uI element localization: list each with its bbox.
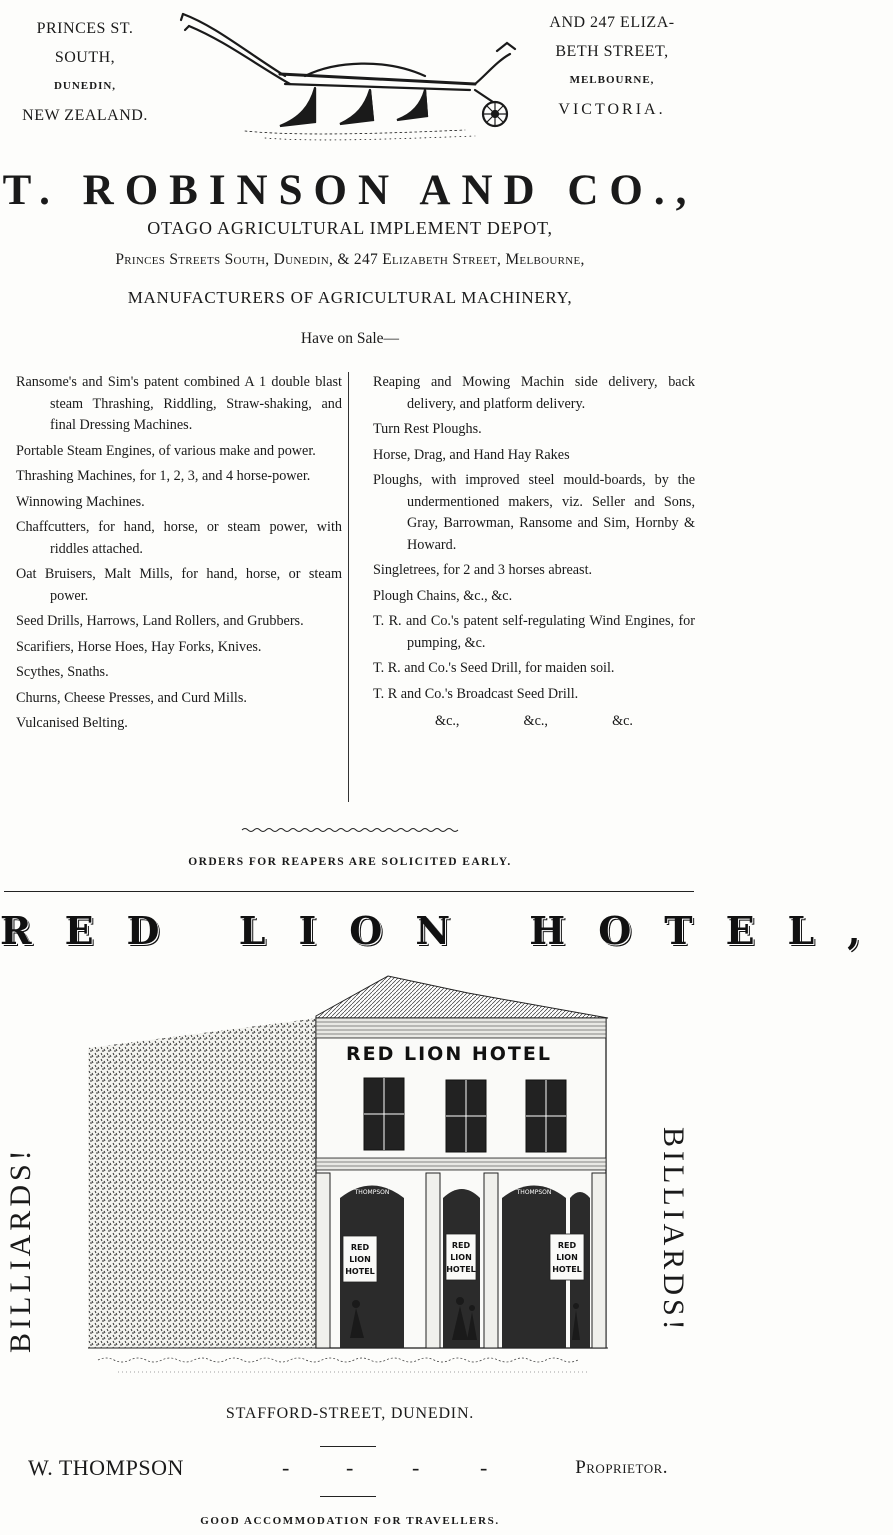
address-left-line-2: SOUTH,	[54, 49, 116, 66]
left-items-column	[16, 372, 342, 739]
billiards-right: BILLIARDS!	[657, 1126, 690, 1334]
etc-2: &c.,	[523, 713, 548, 729]
robinson-advertisement	[0, 0, 700, 888]
door-sign-line: HOTEL	[345, 1267, 375, 1276]
proprietor-row	[28, 1455, 668, 1485]
list-item: Horse, Drag, and Hand Hay Rakes	[373, 446, 570, 463]
address-right-line-1: AND 247 ELIZA-	[549, 14, 675, 31]
list-item: Winnowing Machines.	[16, 493, 145, 510]
dash: -	[282, 1455, 290, 1480]
door-sign-line: RED	[451, 1241, 471, 1250]
list-item: Thrashing Machines, for 1, 2, 3, and 4 horse-power.	[16, 468, 311, 484]
list-item: Singletrees, for 2 and 3 horses abreast.	[373, 562, 593, 578]
wavy-divider	[242, 826, 458, 834]
list-item: Chaffcutters, for hand, horse, or steam power, with riddles attached.	[16, 519, 342, 557]
depot-heading: OTAGO AGRICULTURAL IMPLEMENT DEPOT,	[147, 218, 553, 238]
list-item: Ploughs, with improved steel mould-boards, by the undermentioned makers, viz. Seller and Sons, Gray, Barrowman, Ransome and Sim, Hornby & Howard.	[373, 472, 695, 553]
manufacturers-heading: MANUFACTURERS OF AGRICULTURAL MACHINERY,	[127, 288, 573, 307]
short-rule	[320, 1446, 376, 1447]
etc-row	[373, 711, 695, 733]
firm-name: T. ROBINSON AND CO.,	[2, 167, 698, 214]
door-sign-line: HOTEL	[446, 1265, 476, 1274]
list-item: Plough Chains, &c., &c.	[373, 587, 513, 604]
dash: -	[480, 1455, 488, 1480]
column-divider	[348, 372, 349, 802]
plough-engraving-icon	[175, 6, 525, 146]
short-rule	[320, 1496, 376, 1497]
list-item: T. R. and Co.'s Seed Drill, for maiden soil.	[373, 660, 615, 676]
door-sign-line: RED	[350, 1243, 370, 1252]
orders-notice: ORDERS FOR REAPERS ARE SOLICITED EARLY.	[188, 856, 512, 868]
facade-sign: RED LION HOTEL	[346, 1043, 552, 1065]
on-sale-heading: Have on Sale—	[300, 330, 400, 347]
list-item: Seed Drills, Harrows, Land Rollers, and Grubbers.	[16, 613, 304, 629]
right-items-column	[373, 372, 695, 733]
address-right-line-4: VICTORIA.	[558, 101, 666, 118]
door-sign-line: LION	[556, 1253, 578, 1262]
list-item: Portable Steam Engines, of various make and power.	[16, 442, 316, 459]
address-left-line-4: NEW ZEALAND.	[22, 107, 148, 124]
list-item: T. R and Co.'s Broadcast Seed Drill.	[373, 685, 579, 702]
address-left	[10, 14, 160, 130]
address-right-line-2: BETH STREET,	[555, 43, 669, 60]
list-item: Ransome's and Sim's patent combined A 1 double blast steam Thrashing, Riddling, Straw-shaking, and final Dressing Machines.	[16, 374, 342, 433]
hotel-address: STAFFORD-STREET, DUNEDIN.	[225, 1405, 475, 1422]
door-sign-line: LION	[450, 1253, 472, 1262]
list-item: Reaping and Mowing Machin side delivery, back delivery, and platform delivery.	[373, 374, 695, 412]
proprietor-title: Proprietor.	[575, 1457, 668, 1478]
etc-3: &c.	[612, 713, 633, 729]
hotel-title: RED LION HOTEL,	[0, 908, 893, 953]
list-item: Vulcanised Belting.	[16, 715, 128, 731]
section-divider	[4, 891, 694, 892]
street-addresses: Princes Streets South, Dunedin, & 247 Elizabeth Street, Melbourne,	[115, 251, 585, 268]
address-right	[528, 8, 696, 124]
list-item: T. R. and Co.'s patent self-regulating Wind Engines, for pumping, &c.	[373, 613, 695, 651]
address-right-line-3: MELBOURNE,	[569, 74, 655, 86]
proprietor-name: W. THOMPSON	[28, 1455, 184, 1480]
door-sign-line: RED	[557, 1241, 577, 1250]
list-item: Scarifiers, Horse Hoes, Hay Forks, Knives.	[16, 638, 262, 655]
door-sign-line: LION	[349, 1255, 371, 1264]
address-left-line-1: PRINCES ST.	[36, 20, 134, 37]
address-left-line-3: DUNEDIN,	[53, 80, 117, 92]
door-arch-text: THOMPSON	[516, 1189, 552, 1196]
list-item: Churns, Cheese Presses, and Curd Mills.	[16, 689, 247, 706]
list-item: Scythes, Snaths.	[16, 664, 109, 680]
hotel-building-engraving-icon	[88, 968, 608, 1388]
billiards-left: BILLIARDS!	[4, 1146, 37, 1354]
accommodation-notice: GOOD ACCOMMODATION FOR TRAVELLERS.	[200, 1515, 500, 1527]
list-item: Turn Rest Ploughs.	[373, 421, 482, 437]
dash: -	[346, 1455, 354, 1480]
dash: -	[412, 1455, 420, 1480]
list-item: Oat Bruisers, Malt Mills, for hand, horse, or steam power.	[16, 566, 342, 604]
door-sign-line: HOTEL	[552, 1265, 582, 1274]
etc-1: &c.,	[435, 713, 460, 729]
door-arch-text: THOMPSON	[354, 1189, 390, 1196]
